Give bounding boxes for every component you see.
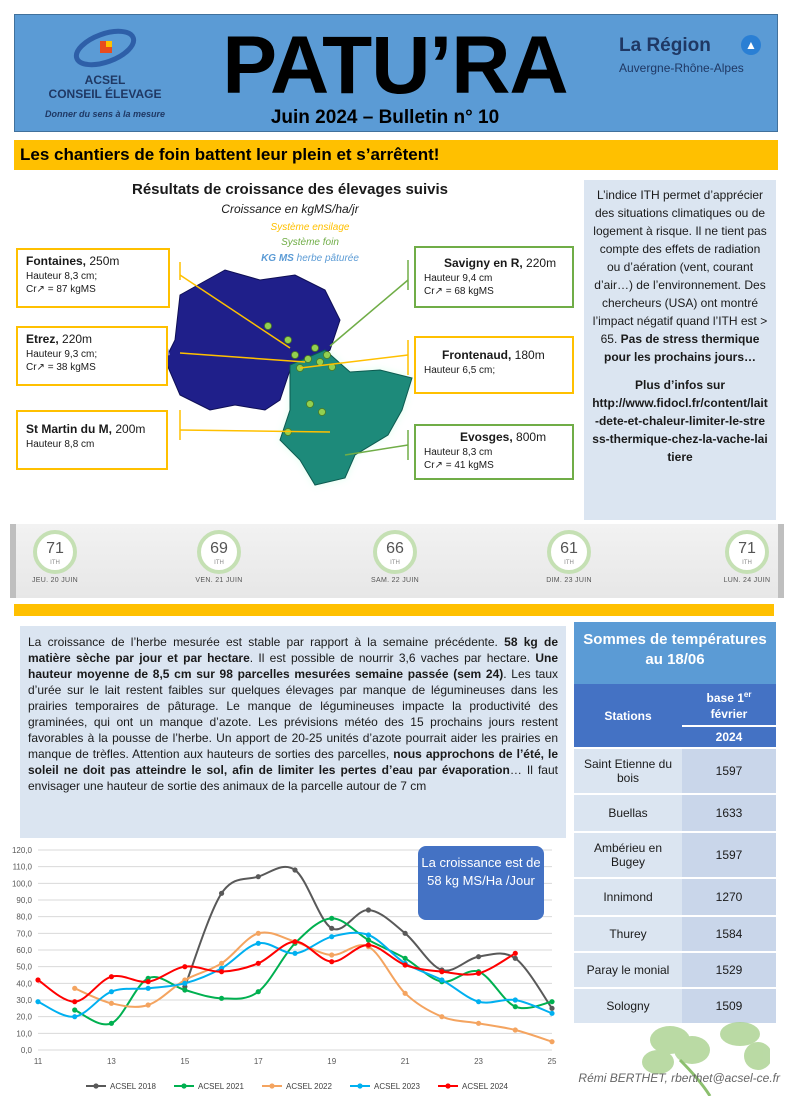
text-part: La croissance de l’herbe mesurée est stable par rapport à la semaine précédente. xyxy=(28,635,505,649)
table-row xyxy=(574,988,776,1024)
site-altitude: 220m xyxy=(62,332,93,346)
data-point xyxy=(366,942,371,947)
ith-info-box xyxy=(584,180,776,520)
data-point xyxy=(403,991,408,996)
station-value: 1529 xyxy=(682,952,776,988)
y-tick-label: 60,0 xyxy=(16,946,32,955)
y-tick-label: 100,0 xyxy=(11,879,32,889)
ith-date: LUN. 24 JUIN xyxy=(723,577,771,584)
site-card-evosges xyxy=(414,424,574,480)
data-point xyxy=(146,979,151,984)
site-line: Hauteur 8,8 cm xyxy=(26,439,95,450)
legend-label: ACSEL 2023 xyxy=(374,1082,420,1091)
ith-day xyxy=(350,530,440,584)
data-point xyxy=(329,916,334,921)
chart-y-ticks xyxy=(12,846,33,1055)
data-point xyxy=(366,937,371,942)
legend-paturee-label: herbe pâturée xyxy=(296,253,359,264)
data-point xyxy=(146,986,151,991)
table-row xyxy=(574,952,776,988)
site-line: Hauteur 8,3 cm xyxy=(424,447,493,458)
ith-info-bold: Pas de stress thermique pour les prochains jours… xyxy=(603,332,760,364)
y-tick-label: 0,0 xyxy=(20,1046,32,1055)
data-point xyxy=(329,934,334,939)
text-part: … Il faut envisager une hauteur de sortie des animaux de la parcelle autour de 7 cm xyxy=(28,763,558,793)
site-name: Etrez, xyxy=(26,332,59,346)
more-info-link[interactable]: http://www.fidocl.fr/content/lait-dete-et-chaleur-limiter-le-stress-thermique-chez-la-vache-laitiere xyxy=(592,396,768,464)
legend-label: ACSEL 2024 xyxy=(462,1082,508,1091)
data-point xyxy=(35,999,40,1004)
data-point xyxy=(403,962,408,967)
temperature-title: Sommes de températures au 18/06 xyxy=(574,622,776,684)
data-point xyxy=(146,1002,151,1007)
station-value: 1597 xyxy=(682,748,776,794)
ith-unit: ITH xyxy=(564,560,574,566)
data-point xyxy=(513,1004,518,1009)
y-tick-label: 20,0 xyxy=(16,1012,32,1022)
data-point xyxy=(72,999,77,1004)
x-tick-label: 19 xyxy=(327,1057,337,1066)
site-card-frontenaud xyxy=(414,336,574,394)
region-name: La Région xyxy=(619,35,711,56)
legend-label: ACSEL 2022 xyxy=(286,1082,332,1091)
text-bold: Une hauteur moyenne de 8,5 cm sur 98 parcelles mesurées semaine passée (sem 24) xyxy=(28,651,559,681)
data-point xyxy=(182,987,187,992)
ith-day xyxy=(10,530,100,584)
legend-marker xyxy=(445,1083,450,1088)
legend-marker xyxy=(93,1083,98,1088)
temperature-sums xyxy=(574,622,776,1025)
data-point xyxy=(72,986,77,991)
text-bold: nous approchons de l’été, le soleil ne doit pas atteindre le sol, afin de limiter les pertes d’eau par évaporation xyxy=(28,747,559,777)
station-name: Paray le monial xyxy=(574,952,682,988)
data-point xyxy=(329,952,334,957)
data-point xyxy=(256,961,261,966)
y-tick-label: 70,0 xyxy=(16,929,32,939)
ith-unit: ITH xyxy=(390,560,400,566)
ith-unit: ITH xyxy=(214,560,224,566)
data-point xyxy=(292,867,297,872)
station-name: Saint Etienne du bois xyxy=(574,748,682,794)
table-row xyxy=(574,878,776,916)
legend-ensilage: Système ensilage xyxy=(270,222,350,233)
data-point xyxy=(256,874,261,879)
data-point xyxy=(549,999,554,1004)
temperature-table xyxy=(574,684,776,1025)
ith-gauge xyxy=(373,530,417,574)
column-header-year: 2024 xyxy=(682,726,776,748)
x-tick-label: 23 xyxy=(474,1057,484,1066)
column-header-base-sup: er xyxy=(743,690,752,699)
data-point xyxy=(219,996,224,1001)
data-point xyxy=(476,1021,481,1026)
data-point xyxy=(329,926,334,931)
ith-gauge xyxy=(547,530,591,574)
station-name: Thurey xyxy=(574,916,682,952)
column-header-base xyxy=(682,684,776,726)
y-tick-label: 50,0 xyxy=(16,962,32,972)
data-point xyxy=(476,999,481,1004)
acsel-logo xyxy=(35,23,175,133)
data-point xyxy=(476,954,481,959)
text-bold: 58 kg de matière sèche par jour et par hectare xyxy=(28,635,558,665)
site-name: Savigny en R, xyxy=(444,256,523,270)
legend-marker xyxy=(269,1083,274,1088)
site-name: St Martin du M, xyxy=(26,422,112,436)
ith-value: 71 xyxy=(46,540,64,557)
site-card-savigny xyxy=(414,246,574,308)
ith-day xyxy=(174,530,264,584)
data-point xyxy=(109,989,114,994)
data-point xyxy=(366,932,371,937)
y-tick-label: 10,0 xyxy=(16,1029,32,1039)
ith-value: 61 xyxy=(560,540,578,557)
ith-unit: ITH xyxy=(742,560,752,566)
data-point xyxy=(72,1014,77,1019)
bulletin-number: Juin 2024 – Bulletin n° 10 xyxy=(270,107,500,128)
data-point xyxy=(219,961,224,966)
site-altitude: 800m xyxy=(516,430,547,444)
data-point xyxy=(476,971,481,976)
table-row xyxy=(574,794,776,832)
table-row xyxy=(574,916,776,952)
text-part: . Les taux d’urée sur le lait restent faibles sur quelques élevages par manque de légumineuses dans les prairies temporaires de pâturage. Le manque de légumineuses impacte la productivité des graminées, qui ont un manque d’azote. Les prévisions météo des 15 prochains jours restent favorables à la pousse de l’herbe. Un apport de 20-25 unités d’azote pourrait aider les prairies en manque de trèfles. Attention aux hauteurs de sorties des parcelles, xyxy=(28,667,559,761)
site-line: Hauteur 9,3 cm; xyxy=(26,349,98,360)
data-point xyxy=(182,964,187,969)
site-card-etrez xyxy=(16,326,168,386)
data-point xyxy=(109,974,114,979)
x-tick-label: 13 xyxy=(106,1057,116,1066)
headline-banner: Les chantiers de foin battent leur plein et s’arrêtent! xyxy=(14,140,778,170)
legend-label: ACSEL 2021 xyxy=(198,1082,244,1091)
logo-name-line1: ACSEL xyxy=(84,73,126,87)
y-tick-label: 110,0 xyxy=(12,862,32,872)
site-line: Hauteur 8,3 cm; xyxy=(26,271,98,282)
chart-legend xyxy=(86,1082,509,1091)
data-point xyxy=(256,989,261,994)
station-value: 1597 xyxy=(682,832,776,878)
growth-callout: La croissance est de 58 kg MS/Ha /Jour xyxy=(418,846,544,920)
site-name: Fontaines, xyxy=(26,254,87,268)
station-value: 1633 xyxy=(682,794,776,832)
site-name: Evosges, xyxy=(460,430,513,444)
station-value: 1584 xyxy=(682,916,776,952)
map-title: Résultats de croissance des élevages suivis xyxy=(131,181,448,198)
ith-gauge xyxy=(197,530,241,574)
data-point xyxy=(403,956,408,961)
table-row xyxy=(574,748,776,794)
column-header-stations: Stations xyxy=(574,684,682,748)
ith-date: JEU. 20 JUIN xyxy=(32,577,78,584)
ith-day xyxy=(702,530,792,584)
data-point xyxy=(513,951,518,956)
growth-commentary xyxy=(20,626,566,838)
legend-marker xyxy=(181,1083,186,1088)
ith-value: 69 xyxy=(210,540,228,557)
ith-gauge xyxy=(725,530,769,574)
site-line: Cr↗ = 68 kgMS xyxy=(424,286,494,297)
x-tick-label: 11 xyxy=(33,1057,43,1066)
site-altitude: 200m xyxy=(115,422,146,436)
site-line: Cr↗ = 41 kgMS xyxy=(424,460,494,471)
logo-name-line2: CONSEIL ÉLEVAGE xyxy=(48,87,162,101)
site-card-st-martin xyxy=(16,410,168,470)
region-subtitle: Auvergne-Rhône-Alpes xyxy=(619,61,744,75)
text-part: . Il est possible de nourrir 3,6 vaches par hectare. xyxy=(249,651,536,665)
ith-value: 71 xyxy=(738,540,756,557)
section-divider xyxy=(14,604,774,616)
data-point xyxy=(219,891,224,896)
region-mountain-icon: ▲ xyxy=(741,35,761,55)
data-point xyxy=(329,959,334,964)
x-tick-label: 17 xyxy=(253,1057,263,1066)
y-tick-label: 90,0 xyxy=(16,896,32,905)
more-info-label: Plus d’infos sur xyxy=(634,378,725,392)
site-altitude: 250m xyxy=(89,254,120,268)
data-point xyxy=(219,969,224,974)
legend-foin: Système foin xyxy=(281,237,339,248)
data-point xyxy=(439,1014,444,1019)
site-card-fontaines xyxy=(16,248,170,308)
y-tick-label: 120,0 xyxy=(11,846,32,855)
y-tick-label: 80,0 xyxy=(16,912,32,922)
data-point xyxy=(549,1011,554,1016)
x-tick-label: 21 xyxy=(400,1057,410,1066)
table-row xyxy=(574,832,776,878)
column-header-base-text: base 1 xyxy=(706,691,744,705)
data-point xyxy=(513,1027,518,1032)
data-point xyxy=(403,931,408,936)
page-title: PATU’RA xyxy=(222,20,568,111)
x-tick-label: 25 xyxy=(547,1057,557,1066)
site-altitude: 220m xyxy=(526,256,557,270)
station-value: 1270 xyxy=(682,878,776,916)
data-point xyxy=(439,977,444,982)
data-point xyxy=(549,1006,554,1011)
data-point xyxy=(182,981,187,986)
ith-gauge xyxy=(33,530,77,574)
ith-date: VEN. 21 JUIN xyxy=(195,577,243,584)
map-subtitle: Croissance en kgMS/ha/jr xyxy=(221,202,359,216)
ith-date: SAM. 22 JUIN xyxy=(371,577,419,584)
data-point xyxy=(109,1021,114,1026)
data-point xyxy=(256,941,261,946)
site-line: Hauteur 9,4 cm xyxy=(424,273,493,284)
ith-info-text: L’indice ITH permet d’apprécier des situations climatiques ou de logement à risque. Il ne tient pas compte des effets de radiation ou d’aération (vent, courant d’air…) de l’environnement. Des chercheurs (USA) ont montré l’impact négatif quand l’ITH est > 65. xyxy=(592,188,768,346)
column-header-base-month: février xyxy=(710,707,748,721)
region-map xyxy=(140,260,440,520)
ith-day xyxy=(524,530,614,584)
data-point xyxy=(35,977,40,982)
data-point xyxy=(72,1007,77,1012)
acsel-swoosh-icon xyxy=(70,23,140,73)
site-line: Cr↗ = 87 kgMS xyxy=(26,284,96,295)
data-point xyxy=(549,1039,554,1044)
legend-marker xyxy=(357,1083,362,1088)
site-line: Hauteur 6,5 cm; xyxy=(424,365,496,376)
logo-tagline: Donner du sens à la mesure xyxy=(44,109,166,119)
legend-kgms-label: KG MS xyxy=(261,253,294,264)
data-point xyxy=(513,956,518,961)
header-banner xyxy=(14,14,778,132)
region-logo xyxy=(619,35,779,75)
ith-value: 66 xyxy=(386,540,404,557)
y-tick-label: 40,0 xyxy=(16,979,32,989)
legend-label: ACSEL 2018 xyxy=(110,1082,156,1091)
data-point xyxy=(256,931,261,936)
ith-date: DIM. 23 JUIN xyxy=(546,577,592,584)
x-tick-label: 15 xyxy=(180,1057,190,1066)
y-tick-label: 30,0 xyxy=(16,996,32,1005)
data-point xyxy=(292,951,297,956)
data-point xyxy=(292,939,297,944)
data-point xyxy=(366,907,371,912)
chart-x-ticks xyxy=(34,1057,557,1066)
ith-forecast-strip xyxy=(10,524,784,598)
data-point xyxy=(109,1001,114,1006)
ith-unit: ITH xyxy=(50,560,60,566)
station-name: Ambérieu en Bugey xyxy=(574,832,682,878)
data-point xyxy=(439,969,444,974)
station-name: Innimond xyxy=(574,878,682,916)
station-name: Sologny xyxy=(574,988,682,1024)
author-credit: Rémi BERTHET, rberthet@acsel-ce.fr xyxy=(578,1071,780,1085)
site-altitude: 180m xyxy=(514,348,545,362)
data-point xyxy=(513,997,518,1002)
site-name: Frontenaud, xyxy=(442,348,512,362)
site-line: Cr↗ = 38 kgMS xyxy=(26,362,96,373)
station-value: 1509 xyxy=(682,988,776,1024)
station-name: Buellas xyxy=(574,794,682,832)
